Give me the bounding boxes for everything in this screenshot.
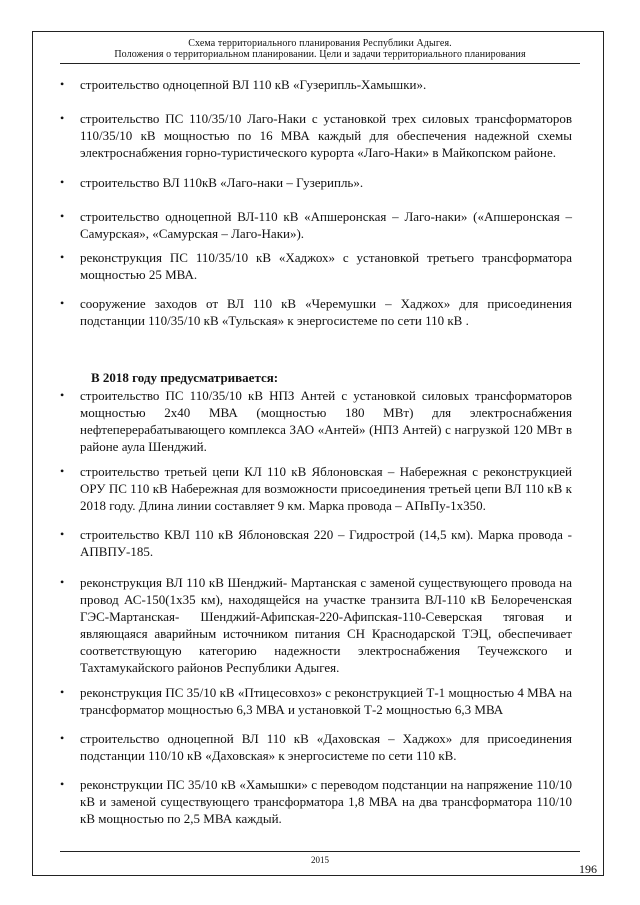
footer-year: 2015 xyxy=(311,855,329,865)
bullet-icon: • xyxy=(60,388,65,402)
list-item: реконструкция ВЛ 110 кВ Шенджий- Мартанская с заменой существующего провода на провод АС-150(1х35 км), находящейся на участке транзита ВЛ-110 кВ Белореченская ГЭС-Мартанская- Шенджий-Афипская-220-Афипская-110-Северская тяговая и являющаяся аварийным источником питания СН Краснодарской ТЭЦ, обеспечивает соответствующую категорию надежности электроснабжения Теучежского и Тахтамукайского районов Республики Адыгея. xyxy=(80,575,572,675)
bullet-icon: • xyxy=(60,296,65,310)
bullet-icon: • xyxy=(60,250,65,264)
list-item: строительство третьей цепи КЛ 110 кВ Яблоновская – Набережная с реконструкцией ОРУ ПС 110 кВ Набережная для возможности присоединения третьей цепи ВЛ 110 кВ к 2018 году. Длина линии составляет 9 км. Марка провода – АПвПу-1х350. xyxy=(80,464,572,513)
list-item: сооружение заходов от ВЛ 110 кВ «Черемушки – Хаджох» для присоединения подстанции 110/35/10 кВ «Тульская» к энергосистеме по сети 110 кВ . xyxy=(80,296,572,328)
bullet-icon: • xyxy=(60,731,65,745)
header-subtitle: Положения о территориальном планировании. Цели и задачи территориального планирования xyxy=(114,49,526,60)
bullet-icon: • xyxy=(60,175,65,189)
list-item: строительство КВЛ 110 кВ Яблоновская 220 – Гидрострой (14,5 км). Марка провода - АПВПУ-185. xyxy=(80,527,572,559)
bullet-icon: • xyxy=(60,685,65,699)
bullet-icon: • xyxy=(60,209,65,223)
list-item: строительство одноцепной ВЛ-110 кВ «Апшеронская – Лаго-наки» («Апшеронская – Самурская», «Самурская – Лаго-Наки»). xyxy=(80,209,572,241)
list-item: реконструкция ПС 110/35/10 кВ «Хаджох» с установкой третьего трансформатора мощностью 25 МВА. xyxy=(80,250,572,282)
list-item: строительство ПС 110/35/10 кВ НПЗ Антей с установкой силовых трансформаторов мощностью 2х40 МВА (мощностью 180 МВт) для электроснабжения нефтеперерабатывающего комплекса ЗАО «Антей» (НПЗ Антей) с нагрузкой 120 МВт в районе аула Шенджий. xyxy=(80,388,572,454)
page-number: 196 xyxy=(579,862,597,876)
bullet-icon: • xyxy=(60,111,65,125)
bullet-icon: • xyxy=(60,777,65,791)
section-title: В 2018 году предусматривается: xyxy=(91,370,279,385)
bullet-icon: • xyxy=(60,527,65,541)
bullet-icon: • xyxy=(60,575,65,589)
header-title: Схема территориального планирования Республики Адыгея. xyxy=(188,38,452,49)
list-item: строительство ПС 110/35/10 Лаго-Наки с установкой трех силовых трансформаторов 110/35/10 кВ мощностью по 16 МВА каждый для обеспечения надежной схемы электроснабжения горно-туристического курорта «Лаго-Наки» в Майкопском районе. xyxy=(80,111,572,160)
bullet-icon: • xyxy=(60,464,65,478)
header-divider xyxy=(60,63,580,64)
list-item: строительство ВЛ 110кВ «Лаго-наки – Гузерипль». xyxy=(80,175,364,190)
list-item: строительство одноцепной ВЛ 110 кВ «Даховская – Хаджох» для присоединения подстанции 110/10 кВ «Даховская» к энергосистеме по сети 110 кВ. xyxy=(80,731,572,763)
list-item: реконструкция ПС 35/10 кВ «Птицесовхоз» с реконструкцией Т-1 мощностью 4 МВА на трансформатор мощностью 6,3 МВА и установкой Т-2 мощностью 6,3 МВА xyxy=(80,685,572,717)
list-item: реконструкции ПС 35/10 кВ «Хамышки» с переводом подстанции на напряжение 110/10 кВ и заменой существующего трансформатора 1,8 МВА на два трансформатора 110/10 кВ мощностью по 2,5 МВА каждый. xyxy=(80,777,572,826)
bullet-icon: • xyxy=(60,77,65,91)
footer-divider xyxy=(60,851,580,852)
list-item: строительство одноцепной ВЛ 110 кВ «Гузерипль-Хамышки». xyxy=(80,77,427,92)
